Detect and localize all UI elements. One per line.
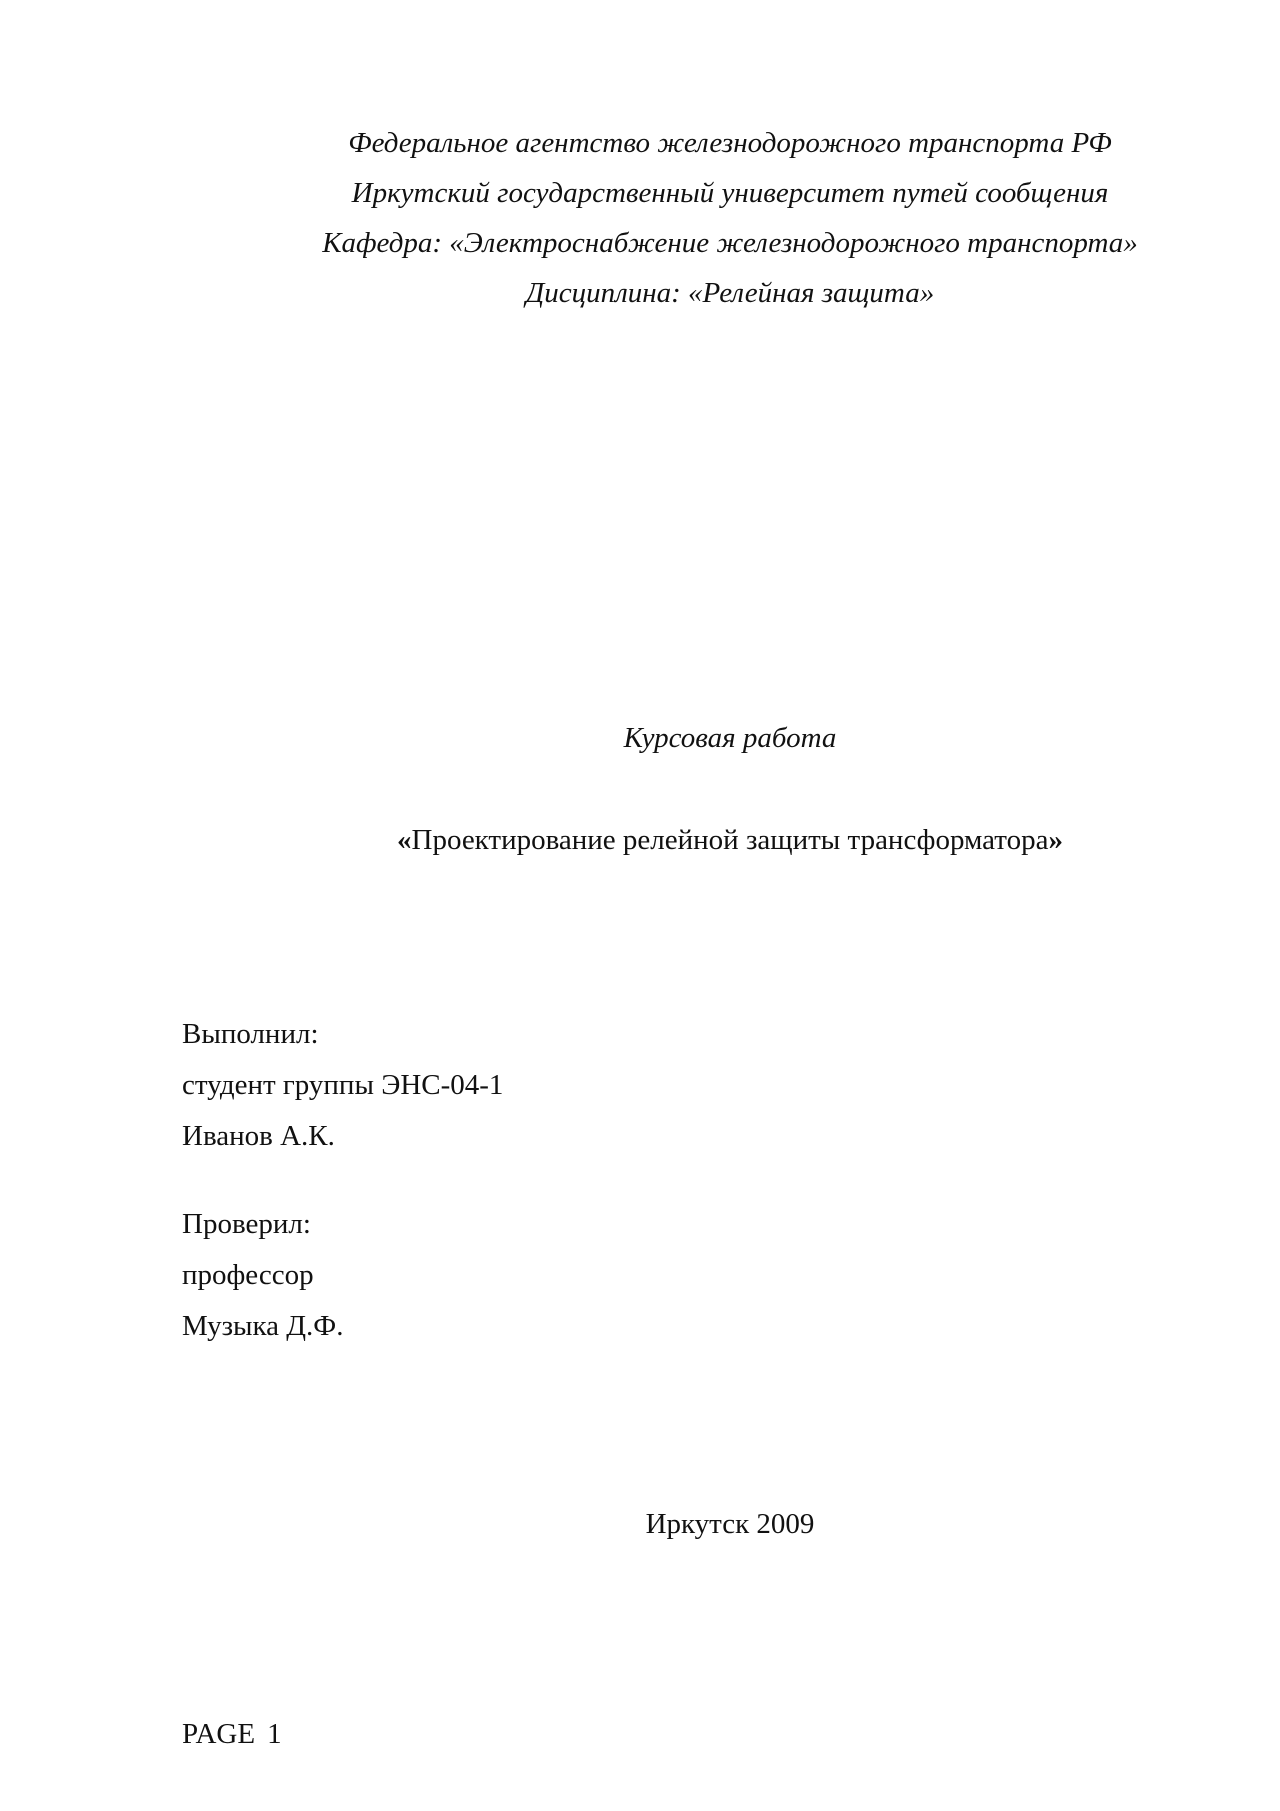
performed-by-label: Выполнил: <box>182 1018 319 1050</box>
title-open-quote: « <box>397 824 412 856</box>
checked-by-label: Проверил: <box>182 1208 311 1240</box>
checker-name: Музыка Д.Ф. <box>182 1310 344 1342</box>
university-line: Иркутский государственный университет путей сообщения <box>351 177 1109 209</box>
title-close-quote: » <box>1048 824 1063 856</box>
document-type: Курсовая работа <box>623 722 837 754</box>
student-group: студент группы ЭНС-04-1 <box>182 1069 504 1101</box>
title-text: Проектирование релейной защиты трансформатора <box>411 824 1049 856</box>
checker-position: профессор <box>182 1259 314 1291</box>
page-number: 1 <box>267 1718 282 1750</box>
city-year: Иркутск 2009 <box>645 1508 815 1540</box>
performed-by-block <box>182 1009 503 1162</box>
document-title <box>300 820 1160 860</box>
checked-by-block <box>182 1199 343 1352</box>
department-line: Кафедра: «Электроснабжение железнодорожного транспорта» <box>322 227 1138 259</box>
agency-line: Федеральное агентство железнодорожного транспорта РФ <box>348 127 1112 159</box>
title-page-header <box>300 118 1160 318</box>
discipline-line: Дисциплина: «Релейная защита» <box>525 277 935 309</box>
student-name: Иванов А.К. <box>182 1120 335 1152</box>
page-footer <box>182 1714 282 1754</box>
page-label: PAGE <box>182 1718 256 1750</box>
